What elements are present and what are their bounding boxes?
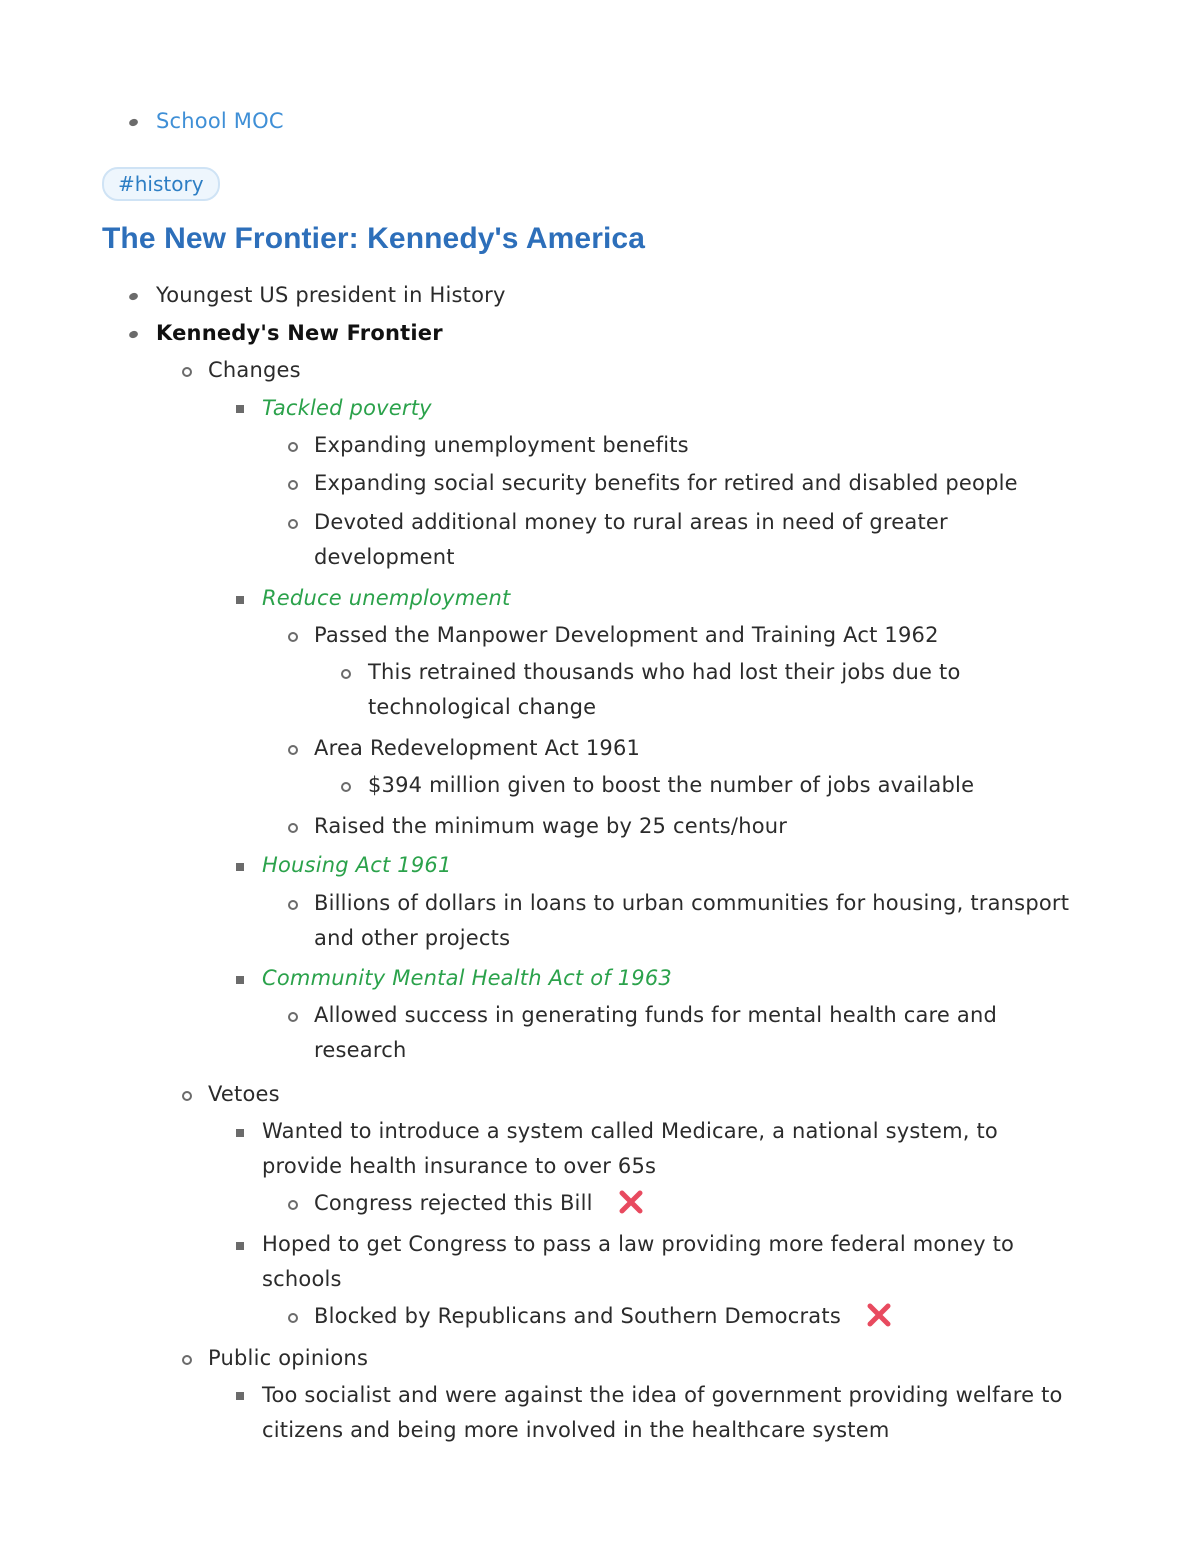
bullet-ring: [288, 1200, 298, 1210]
list-item-continuation: [368, 690, 596, 725]
list-item-text: Area Redevelopment Act 1961: [314, 736, 641, 760]
bullet-square: [236, 863, 244, 871]
list-item: [368, 768, 974, 803]
bullet-ring: [182, 1091, 192, 1101]
list-item-text: $394 million given to boost the number of jobs available: [368, 773, 975, 797]
list-item-text: Hoped to get Congress to pass a law providing more federal money to: [262, 1232, 1015, 1256]
list-item: [262, 1227, 1014, 1262]
bullet-square: [236, 596, 244, 604]
list-item-text: Allowed success in generating funds for mental health care and: [314, 1003, 998, 1027]
list-item: [262, 1114, 998, 1149]
list-item-continuation: [314, 540, 455, 575]
bullet-ring: [341, 669, 351, 679]
list-item-text: Congress rejected this Bill: [314, 1191, 593, 1215]
list-item: [262, 391, 432, 426]
list-item-text: provide health insurance to over 65s: [262, 1154, 657, 1178]
list-item: [262, 581, 510, 616]
list-item-text: and other projects: [314, 926, 511, 950]
bullet-ring: [288, 745, 298, 755]
bullet-square: [236, 1129, 244, 1137]
bullet-ring: [288, 480, 298, 490]
list-item-text: Blocked by Republicans and Southern Democrats: [314, 1304, 841, 1328]
list-item-text: Kennedy's New Frontier: [156, 321, 443, 345]
list-item: [156, 278, 506, 313]
list-item: [314, 1186, 644, 1221]
bullet-ring: [288, 632, 298, 642]
list-item-text: research: [314, 1038, 407, 1062]
list-item-text: Billions of dollars in loans to urban communities for housing, transport: [314, 891, 1070, 915]
list-item: [314, 731, 640, 766]
bullet-ring: [288, 442, 298, 452]
list-item: [314, 809, 787, 844]
bullet-ring: [341, 782, 351, 792]
page-title: The New Frontier: Kennedy's America: [102, 222, 645, 255]
list-item: [262, 1378, 1063, 1413]
list-item-text: Devoted additional money to rural areas in need of greater: [314, 510, 948, 534]
list-item-text: This retrained thousands who had lost their jobs due to: [368, 660, 961, 684]
list-item-text: development: [314, 545, 455, 569]
bullet-ring: [288, 1012, 298, 1022]
school-moc-link[interactable]: School MOC: [156, 109, 284, 133]
list-item: [314, 886, 1069, 921]
bullet-ring: [288, 519, 298, 529]
bullet-dot: [128, 118, 139, 128]
list-item: [208, 1077, 280, 1112]
list-item: [314, 618, 939, 653]
list-item: [314, 428, 689, 463]
bullet-square: [236, 976, 244, 984]
list-item-text: Expanding unemployment benefits: [314, 433, 689, 457]
list-item-continuation: [262, 1262, 342, 1297]
list-item-text: Community Mental Health Act of 1963: [262, 966, 672, 990]
list-item-text: Housing Act 1961: [262, 853, 452, 877]
list-item-continuation: [262, 1413, 890, 1448]
bullet-square: [236, 405, 244, 413]
list-item: [262, 848, 452, 883]
bullet-dot: [128, 292, 139, 302]
list-item-text: Reduce unemployment: [262, 586, 511, 610]
bullet-square: [236, 1242, 244, 1250]
list-item: [156, 316, 443, 351]
list-item-text: technological change: [368, 695, 597, 719]
list-item-text: Wanted to introduce a system called Medicare, a national system, to: [262, 1119, 998, 1143]
list-item: [208, 353, 301, 388]
list-item-text: Too socialist and were against the idea of government providing welfare to: [262, 1383, 1063, 1407]
list-item-text: Vetoes: [208, 1082, 280, 1106]
list-item-text: Passed the Manpower Development and Training Act 1962: [314, 623, 939, 647]
list-item-text: citizens and being more involved in the healthcare system: [262, 1418, 890, 1442]
list-item: [262, 961, 672, 996]
list-item: [368, 655, 961, 690]
list-item: [314, 505, 948, 540]
bullet-ring: [288, 1313, 298, 1323]
list-item-text: Expanding social security benefits for retired and disabled people: [314, 471, 1018, 495]
cross-mark-icon: [618, 1189, 644, 1215]
list-item-continuation: [314, 921, 510, 956]
list-item: [314, 1299, 892, 1334]
bullet-ring: [182, 367, 192, 377]
bullet-ring: [182, 1355, 192, 1365]
list-item-text: schools: [262, 1267, 342, 1291]
bullet-square: [236, 1392, 244, 1400]
moc-row: [156, 104, 284, 139]
list-item: [314, 466, 1018, 501]
list-item-text: Youngest US president in History: [156, 283, 506, 307]
history-tag[interactable]: #history: [102, 167, 220, 201]
list-item-text: Changes: [208, 358, 301, 382]
list-item-text: Public opinions: [208, 1346, 369, 1370]
list-item: [208, 1341, 368, 1376]
list-item-text: Tackled poverty: [262, 396, 432, 420]
list-item: [314, 998, 997, 1033]
bullet-dot: [128, 330, 139, 340]
list-item-continuation: [262, 1149, 656, 1184]
cross-mark-icon: [866, 1302, 892, 1328]
bullet-ring: [288, 823, 298, 833]
list-item-text: Raised the minimum wage by 25 cents/hour: [314, 814, 788, 838]
bullet-ring: [288, 900, 298, 910]
list-item-continuation: [314, 1033, 406, 1068]
